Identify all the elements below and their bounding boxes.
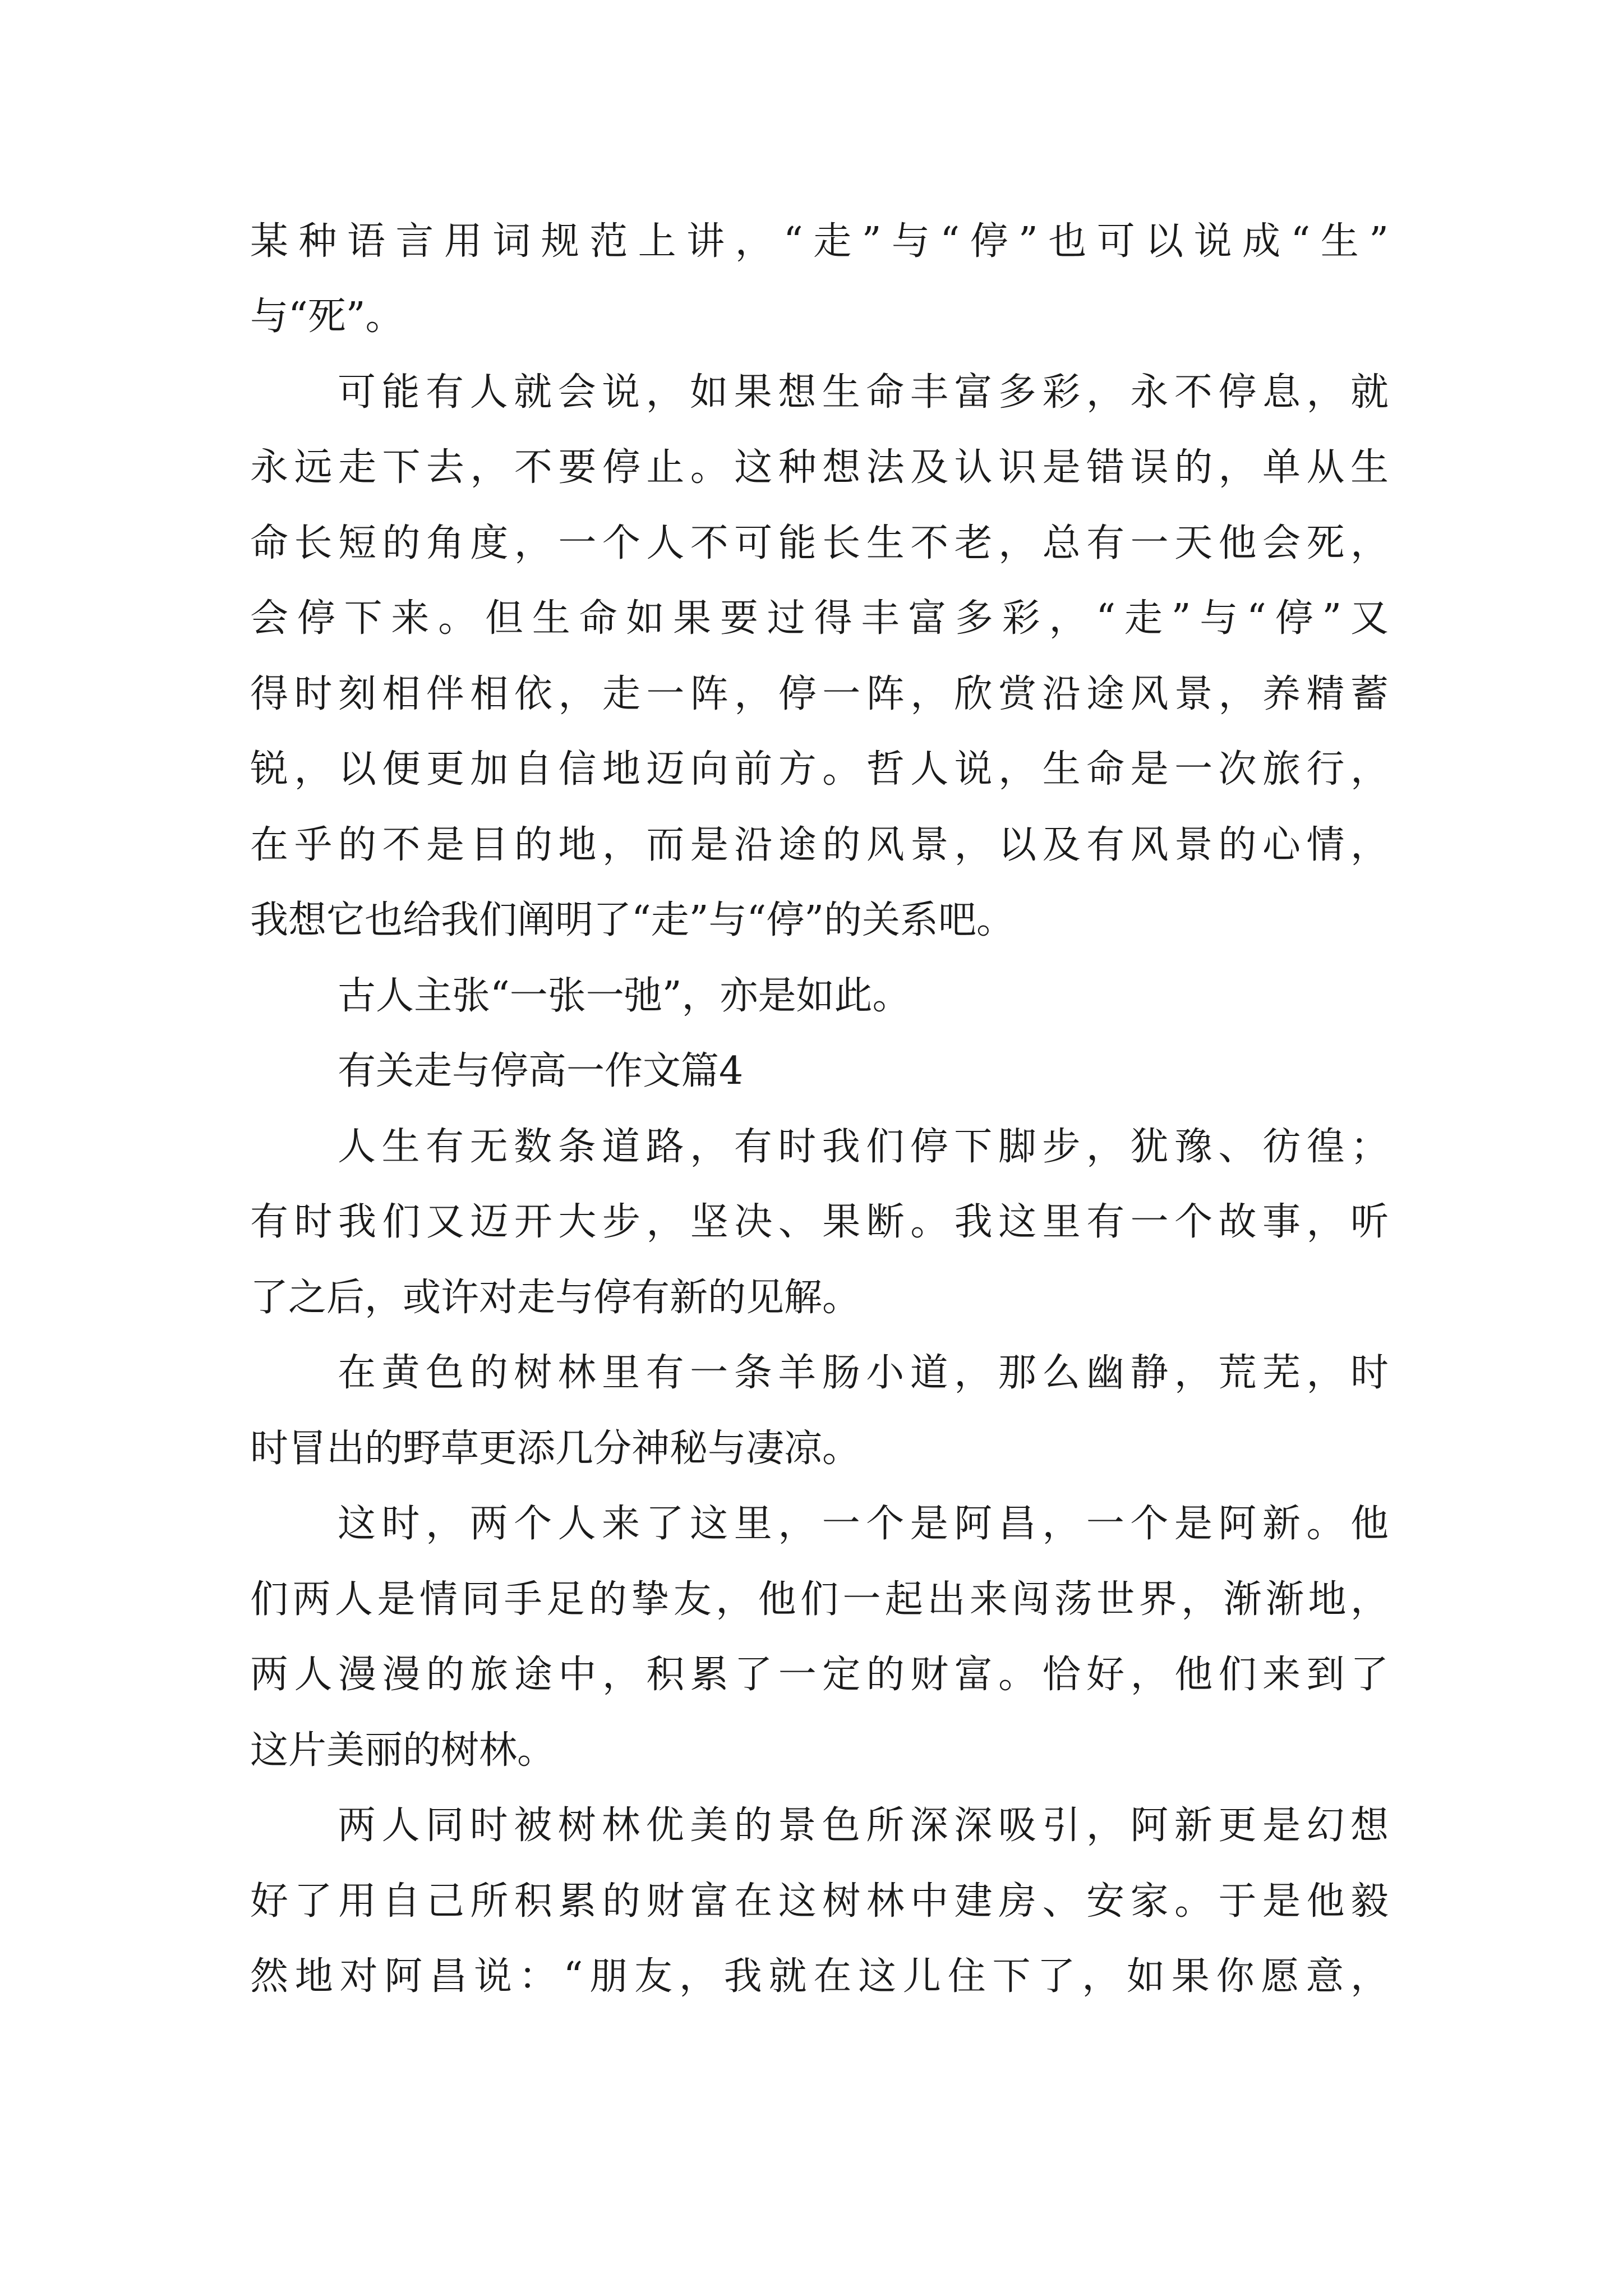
text-line: 好了用自己所积累的财富在这树林中建房、安家。于是他毅 — [250, 1879, 1389, 1924]
text-line: 时冒出的野草更添几分神秘与凄凉。 — [250, 1427, 861, 1471]
text-line: 在黄色的树林里有一条羊肠小道，那么幽静，荒芜，时 — [338, 1351, 1389, 1395]
text-line: 两人同时被树林优美的景色所深深吸引，阿新更是幻想 — [338, 1803, 1389, 1848]
text-line: 这片美丽的树林。 — [250, 1728, 556, 1773]
text-line: 然地对阿昌说：“朋友，我就在这儿住下了，如果你愿意， — [250, 1954, 1389, 1999]
text-line: 得时刻相伴相依，走一阵，停一阵，欣赏沿途风景，养精蓄 — [250, 672, 1389, 716]
text-line: 们两人是情同手足的挚友，他们一起出来闯荡世界，渐渐地， — [250, 1577, 1389, 1622]
text-line: 命长短的角度，一个人不可能长生不老，总有一天他会死， — [250, 521, 1389, 565]
text-line: 我想它也给我们阐明了“走”与“停”的关系吧。 — [250, 898, 1015, 942]
text-line: 人生有无数条道路，有时我们停下脚步，犹豫、彷徨； — [338, 1125, 1389, 1169]
text-line: 古人主张“一张一弛”，亦是如此。 — [338, 974, 911, 1018]
text-line: 两人漫漫的旅途中，积累了一定的财富。恰好，他们来到了 — [250, 1653, 1389, 1697]
text-line: 在乎的不是目的地，而是沿途的风景，以及有风景的心情， — [250, 823, 1389, 867]
section-heading: 有关走与停高一作文篇4 — [338, 1049, 744, 1093]
text-line: 了之后，或许对走与停有新的见解。 — [250, 1276, 861, 1320]
text-line: 与“死”。 — [250, 295, 404, 339]
text-line: 永远走下去，不要停止。这种想法及认识是错误的，单从生 — [250, 445, 1389, 490]
text-line: 有时我们又迈开大步，坚决、果断。我这里有一个故事，听 — [250, 1200, 1389, 1244]
text-line: 可能有人就会说，如果想生命丰富多彩，永不停息，就 — [338, 370, 1389, 415]
text-line: 某种语言用词规范上讲，“走”与“停”也可以说成“生” — [250, 219, 1389, 264]
text-line: 这时，两个人来了这里，一个是阿昌，一个是阿新。他 — [338, 1502, 1389, 1546]
text-line: 锐，以便更加自信地迈向前方。哲人说，生命是一次旅行， — [250, 747, 1389, 792]
text-line: 会停下来。但生命如果要过得丰富多彩，“走”与“停”又 — [250, 596, 1389, 641]
